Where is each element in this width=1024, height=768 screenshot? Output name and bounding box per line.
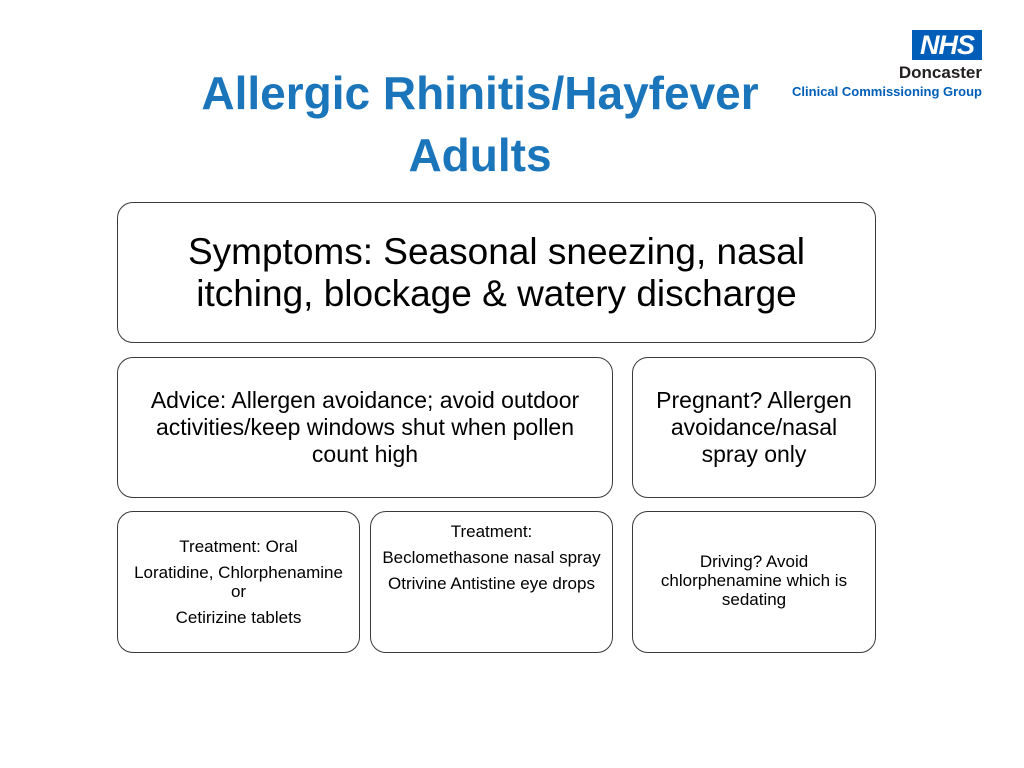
oral-treatment-drugs: Loratidine, Chlorphenamine or (134, 563, 343, 601)
pregnant-box (632, 357, 876, 498)
pregnant-text: Pregnant? Allergen avoidance/nasal spray only (656, 387, 852, 467)
page-title (100, 62, 860, 186)
oral-treatment-form: Cetirizine tablets (175, 608, 302, 627)
nasal-treatment-heading: Treatment: (450, 522, 533, 541)
nasal-treatment-eye-drops: Otrivine Antistine eye drops (388, 574, 595, 593)
logo-org-name: Doncaster (898, 63, 982, 82)
title-line-2: Adults (408, 129, 552, 181)
logo-org-subtitle: Clinical Commissioning Group (792, 84, 982, 99)
symptoms-box (117, 202, 876, 343)
nasal-treatment-box (370, 511, 613, 653)
nhs-doncaster-logo (792, 30, 986, 102)
nhs-badge: NHS (912, 30, 982, 60)
symptoms-text: Symptoms: Seasonal sneezing, nasal itching, blockage & watery discharge (187, 230, 805, 314)
advice-box (117, 357, 613, 498)
advice-text: Advice: Allergen avoidance; avoid outdoor activities/keep windows shut when pollen count high (150, 387, 580, 467)
driving-box (632, 511, 876, 653)
driving-text: Driving? Avoid chlorphenamine which is sedating (660, 552, 848, 609)
title-line-1: Allergic Rhinitis/Hayfever (201, 67, 759, 119)
oral-treatment-heading: Treatment: Oral (179, 537, 298, 556)
nasal-treatment-spray: Beclomethasone nasal spray (382, 548, 601, 567)
oral-treatment-box (117, 511, 360, 653)
